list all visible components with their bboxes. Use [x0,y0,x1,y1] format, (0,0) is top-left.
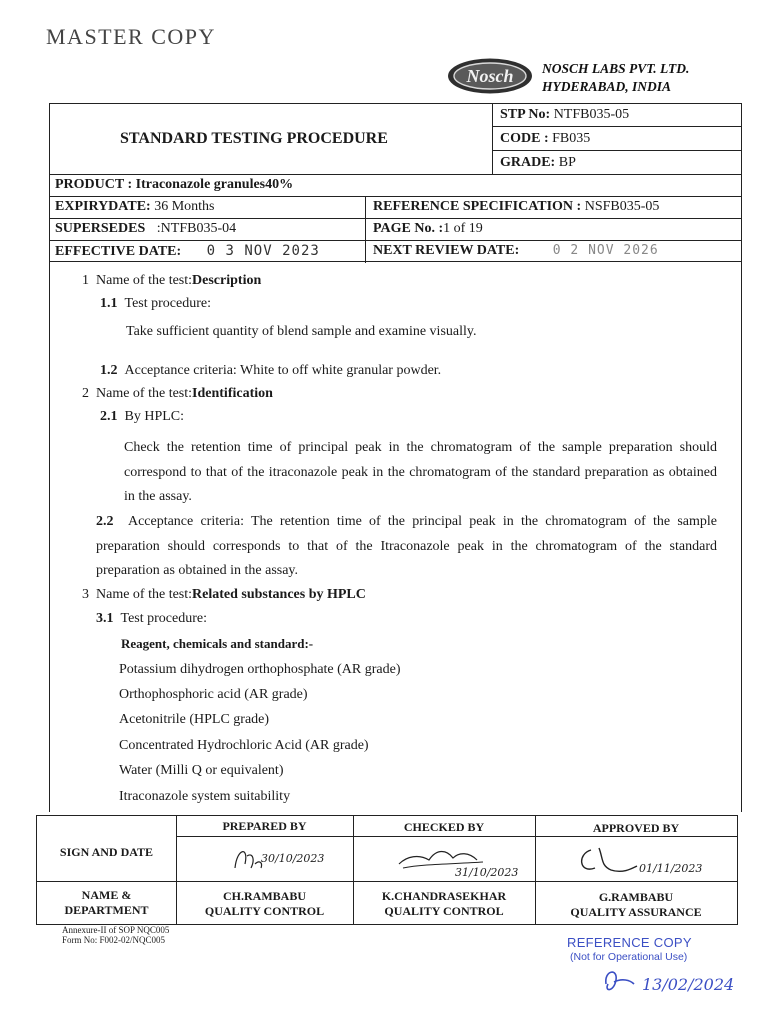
name-department-label: NAME & DEPARTMENT [64,888,149,917]
document-title: STANDARD TESTING PROCEDURE [120,130,388,147]
stp-number: STP No: NTFB035-05 [500,107,630,122]
prepared-by-header: PREPARED BY [222,819,307,833]
signature-table [36,815,738,925]
company-name: NOSCH LABS PVT. LTD. [542,61,690,76]
reagent-item: Potassium dihydrogen orthophosphate (AR grade) [119,662,401,677]
reference-copy-note: (Not for Operational Use) [570,951,688,963]
approved-by-header: APPROVED BY [592,821,680,835]
procedure-body [49,262,742,812]
section-2-2-text: 2.2 Acceptance criteria: The retention time of the principal peak in the chromatogram of the sample preparation should corresponds to that of the Itraconazole peak in the chromatogram of the standard preparation as obtained in the assay. [96,514,718,578]
svg-text:31/10/2023: 31/10/2023 [455,866,519,879]
review-date-stamp: 0 2 NOV 2026 [552,243,659,258]
page-number: PAGE No. :1 of 19 [373,221,483,236]
expiry-date: EXPIRYDATE: 36 Months [55,199,215,214]
section-2-1-heading: 2.1 By HPLC: [100,409,185,424]
reference-specification: REFERENCE SPECIFICATION : NSFB035-05 [373,199,660,214]
reagent-item: Itraconazole system suitability [119,789,291,804]
product-line: PRODUCT : Itraconazole granules40% [55,177,294,192]
svg-text:30/10/2023: 30/10/2023 [261,852,325,865]
company-city: HYDERABAD, INDIA [542,79,672,94]
svg-text:01/11/2023: 01/11/2023 [639,862,703,875]
svg-text:Nosch: Nosch [466,66,514,86]
header-table [49,103,742,262]
next-review-date: NEXT REVIEW DATE: 0 2 NOV 2026 [373,243,659,258]
reference-signature [600,962,760,1002]
section-2-1-text: Check the retention time of principal peak in the chromatogram of the sample preparation should correspond to that of the itraconazole peak in the chromatogram of the standard preparation as obtained in the assay. [124,440,717,504]
sign-and-date-label: SIGN AND DATE [59,845,154,859]
form-footer: Annexure-II of SOP NQC005 Form No: F002-02/NQC005 [62,925,170,945]
checked-signature [393,838,533,880]
reference-copy-stamp: REFERENCE COPY [567,935,692,950]
prepared-by-details: CH.RAMBABU QUALITY CONTROL [204,889,325,918]
master-copy-stamp: MASTER COPY [46,24,216,49]
code-number: CODE : FB035 [500,131,591,146]
prepared-signature [227,838,347,878]
svg-text:13/02/2024: 13/02/2024 [642,975,735,994]
reagent-item: Acetonitrile (HPLC grade) [119,712,270,727]
supersedes: SUPERSEDES :NTFB035-04 [55,221,237,236]
checked-by-details: K.CHANDRASEKHAR QUALITY CONTROL [381,889,507,918]
section-3-heading: 3 Name of the test:Related substances by HPLC [82,587,366,602]
section-1-2-text: 1.2 Acceptance criteria: White to off white granular powder. [100,363,442,378]
reagent-item: Concentrated Hydrochloric Acid (AR grade) [119,738,369,753]
section-1-heading: 1 Name of the test:Description [82,273,262,288]
company-logo [446,57,534,95]
section-3-1-heading: 3.1 Test procedure: [96,611,207,626]
checked-by-header: CHECKED BY [403,820,485,834]
grade: GRADE: BP [500,155,576,170]
reagent-item: Water (Milli Q or equivalent) [119,763,284,778]
reagent-item: Orthophosphoric acid (AR grade) [119,687,308,702]
approved-by-details: G.RAMBABU QUALITY ASSURANCE [570,890,702,919]
section-1-1-text: Take sufficient quantity of blend sample and examine visually. [126,324,477,339]
reagents-heading: Reagent, chemicals and standard:- [121,636,314,651]
approved-signature [573,840,733,880]
company-block [542,60,689,96]
section-2-heading: 2 Name of the test:Identification [82,386,273,401]
effective-date: EFFECTIVE DATE: 0 3 NOV 2023 [55,243,320,259]
section-1-1-heading: 1.1 Test procedure: [100,296,211,311]
effective-date-stamp: 0 3 NOV 2023 [206,243,320,259]
